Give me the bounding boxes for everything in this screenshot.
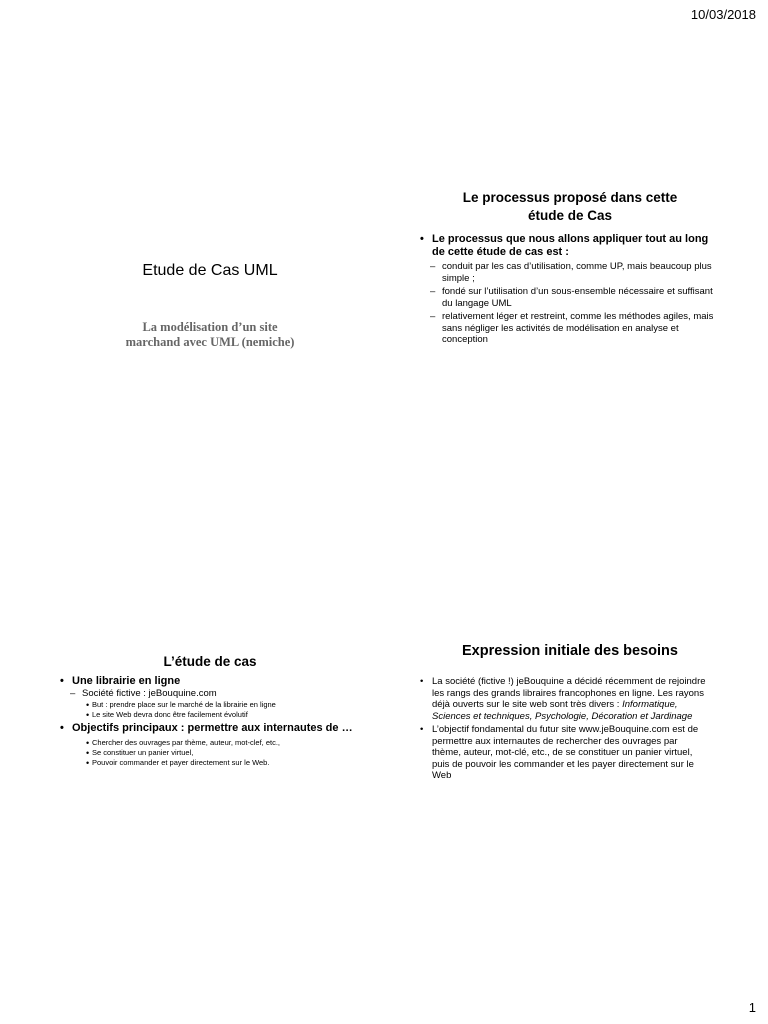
slide2-bullet: • Le processus que nous allons appliquer tout au long de cette étude de cas est :: [418, 233, 718, 259]
slide1-subtitle-line1: La modélisation d’un site: [142, 320, 278, 334]
slide3-subsub-item: • Pouvoir commander et payer directement sur le Web.: [58, 758, 372, 768]
print-date: 10/03/2018: [690, 7, 756, 22]
slide1-subtitle: [40, 320, 380, 350]
slide3-title: L’étude de cas: [163, 654, 257, 669]
slide2-title-line1: Le processus proposé dans cette: [462, 190, 678, 205]
slide3-bullet2: • Objectifs principaux : permettre aux internautes de …: [58, 722, 372, 735]
slide4-title: Expression initiale des besoins: [462, 643, 678, 659]
slide3-bullet1-sub: – Société fictive : jeBouquine.com: [58, 688, 372, 700]
slide4-bullet2: • L’objectif fondamental du futur site www.jeBouquine.com est de permettre aux internautes de rechercher des ouvrages par thème, auteur, mot-clé, etc., de se constituer un panier virtuel, puis de pouvoir les commander et les payer directement sur le Web: [418, 724, 708, 782]
slide1-title: Etude de Cas UML: [142, 262, 278, 279]
slide4-bullet1: [418, 676, 708, 722]
slide2-title: [410, 189, 730, 225]
slide2-subitem: – relativement léger et restreint, comme les méthodes agiles, mais sans négliger les activités de modélisation en analyse et conception: [418, 311, 718, 346]
slide4-body: [418, 676, 708, 784]
slide2-title-line2: étude de Cas: [527, 208, 613, 223]
slide2-subitem: – conduit par les cas d’utilisation, comme UP, mais beaucoup plus simple ;: [418, 261, 718, 284]
slide3-subsub-item: • But : prendre place sur le marché de la librairie en ligne: [58, 700, 372, 710]
slide2-subitem: – fondé sur l’utilisation d’un sous-ensemble nécessaire et suffisant du langage UML: [418, 286, 718, 309]
slide3-body: [72, 675, 372, 768]
slide2-body: [418, 233, 718, 346]
slide3-subsub-item: • Chercher des ouvrages par thème, auteur, mot-clef, etc.,: [58, 738, 372, 748]
slide3-subsub-item: • Le site Web devra donc être facilement évolutif: [58, 710, 372, 720]
page-number: 1: [748, 1000, 756, 1015]
slide1-subtitle-line2: marchand avec UML (nemiche): [125, 335, 295, 349]
slide3-subsub-item: • Se constituer un panier virtuel,: [58, 748, 372, 758]
slide4-bullet1-italic: Informatique, Sciences et techniques, Psychologie, Décoration et Jardinage: [432, 699, 693, 722]
slide3-bullet1: • Une librairie en ligne: [58, 675, 372, 688]
slide4-bullet1-text: La société (fictive !) jeBouquine a décidé récemment de rejoindre les rangs des grands libraires francophones en ligne. Les rayons déjà ouverts sur le site web sont très divers :: [432, 676, 706, 710]
